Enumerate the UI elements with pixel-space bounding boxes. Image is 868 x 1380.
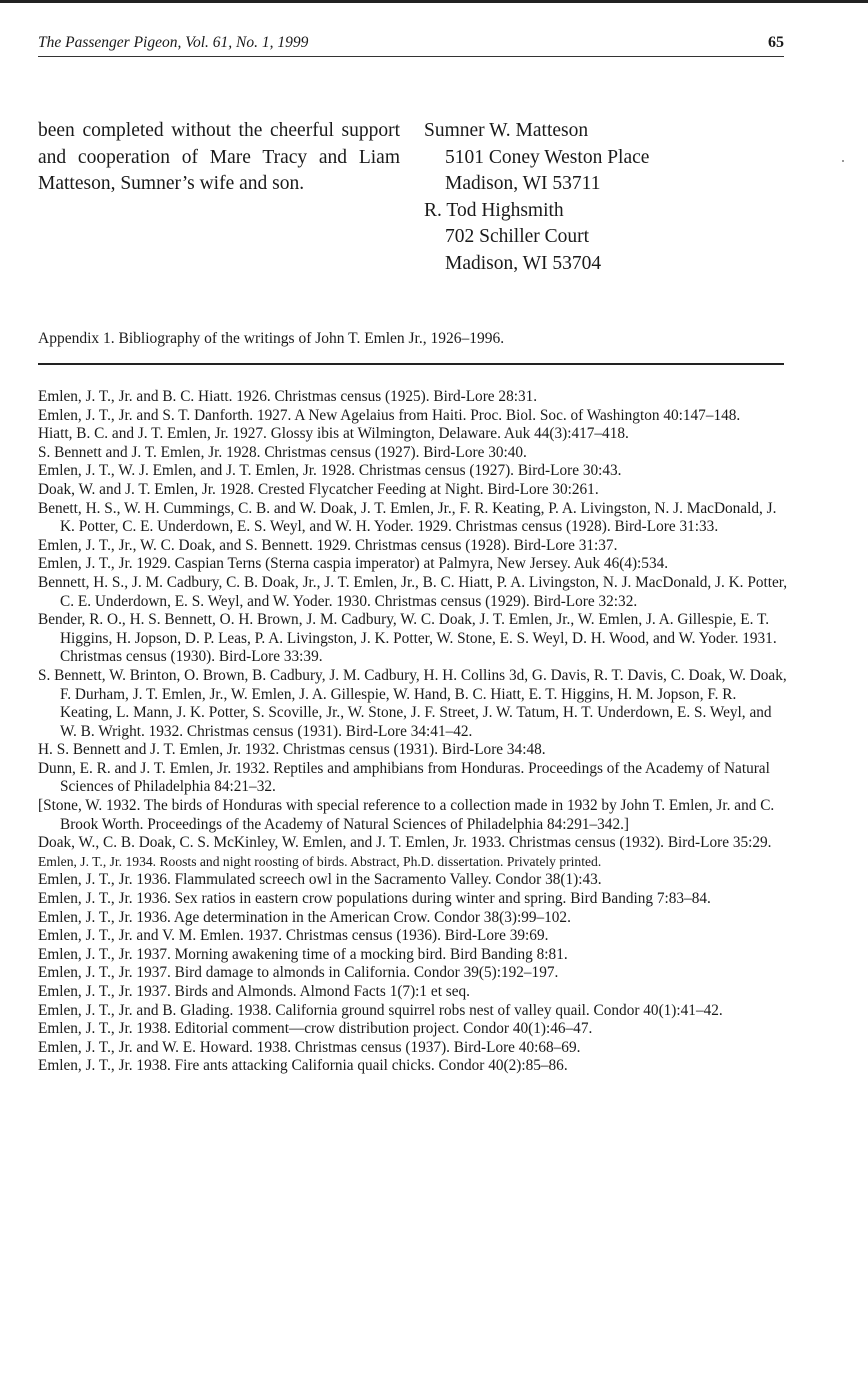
reference-entry: Emlen, J. T., Jr. 1936. Sex ratios in eastern crow populations during winter and spring. Bird Banding 7:83–84.: [38, 890, 711, 908]
reference-entry: Emlen, J. T., Jr. and B. C. Hiatt. 1926. Christmas census (1925). Bird-Lore 28:31.: [38, 388, 538, 405]
acknowledgment-paragraph: been completed without the cheerful support and cooperation of Mare Tracy and Liam Matteson, Sumner’s wife and son.: [38, 120, 400, 194]
reference-entry: Emlen, J. T., Jr., W. C. Doak, and S. Bennett. 1929. Christmas census (1928). Bird-Lore 31:37.: [38, 536, 618, 554]
reference-entry: Hiatt, B. C. and J. T. Emlen, Jr. 1927. Glossy ibis at Wilmington, Delaware. Auk 44(3):417–418.: [38, 425, 629, 443]
reference-entry: Emlen, J. T., Jr. 1937. Birds and Almonds. Almond Facts 1(7):1 et seq.: [38, 983, 470, 1000]
top-border-rule: [0, 0, 868, 3]
author-address-line: Madison, WI 53711: [445, 173, 601, 194]
reference-entry: Emlen, J. T., Jr. 1937. Morning awakening time of a mocking bird. Bird Banding 8:81.: [38, 945, 568, 963]
reference-entry: Emlen, J. T., Jr. and W. E. Howard. 1938. Christmas census (1937). Bird-Lore 40:68–69.: [38, 1038, 581, 1056]
scan-speck: [842, 160, 844, 162]
reference-entry: Emlen, J. T., Jr. and V. M. Emlen. 1937. Christmas census (1936). Bird-Lore 39:69.: [38, 927, 549, 945]
reference-list: [38, 388, 788, 1076]
page-number: 65: [768, 34, 784, 51]
reference-entry: Emlen, J. T., Jr. and S. T. Danforth. 1927. A New Agelaius from Haiti. Proc. Biol. Soc. of Washington 40:147–148.: [38, 406, 741, 424]
reference-entry: Bender, R. O., H. S. Bennett, O. H. Brown, J. M. Cadbury, W. C. Doak, J. T. Emlen, Jr., W. Emlen, J. A. Gillespie, E. T. Higgins, H. Jopson, D. P. Leas, P. A. Livingston, J. K. Potter, W. Stone, E. S. Weyl, D. H. Wood, and W. Yoder. 1931. Christmas census (1930). Bird-Lore 33:39.: [38, 611, 777, 666]
reference-entry: Doak, W. and J. T. Emlen, Jr. 1928. Crested Flycatcher Feeding at Night. Bird-Lore 30:261.: [38, 480, 599, 498]
reference-entry: Doak, W., C. B. Doak, C. S. McKinley, W. Emlen, and J. T. Emlen, Jr. 1933. Christmas census (1932). Bird-Lore 35:29.: [38, 834, 772, 852]
reference-entry: S. Bennett, W. Brinton, O. Brown, B. Cadbury, J. M. Cadbury, H. H. Collins 3d, G. Davis, R. T. Davis, C. Doak, W. Doak, F. Durham, J. T. Emlen, Jr., W. Emlen, J. A. Gillespie, W. Hand, B. C. Hiatt, E. T. Higgins, H. M. Jopson, F. R. Keating, L. Mann, J. K. Potter, S. Scoville, Jr., W. Stone, J. F. Street, J. W. Tatum, H. T. Underdown, E. S. Weyl, and W. B. Wright. 1932. Christmas census (1931). Bird-Lore 34:41–42.: [38, 666, 787, 740]
author-block: [424, 118, 764, 277]
author-address-line: 5101 Coney Weston Place: [445, 146, 650, 168]
reference-entry: Emlen, J. T., Jr. 1934. Roosts and night roosting of birds. Abstract, Ph.D. dissertation. Privately printed.: [38, 853, 602, 869]
reference-entry: Emlen, J. T., Jr. 1936. Flammulated screech owl in the Sacramento Valley. Condor 38(1):43.: [38, 871, 602, 889]
running-head: [38, 34, 784, 57]
reference-entry: Emlen, J. T., Jr. 1938. Fire ants attacking California quail chicks. Condor 40(2):85–86.: [38, 1057, 568, 1075]
reference-entry: Bennett, H. S., J. M. Cadbury, C. B. Doak, Jr., J. T. Emlen, Jr., B. C. Hiatt, P. A. Livingston, N. J. MacDonald, J. K. Potter, C. E. Underdown, E. S. Weyl, and W. Yoder. 1930. Christmas census (1929). Bird-Lore 32:32.: [38, 573, 788, 610]
author-name: R. Tod Highsmith: [424, 199, 564, 221]
reference-entry: Emlen, J. T., Jr. 1936. Age determination in the American Crow. Condor 38(3):99–102.: [38, 908, 571, 926]
author-name: Sumner W. Matteson: [424, 120, 589, 141]
reference-entry: Emlen, J. T., Jr. 1937. Bird damage to almonds in California. Condor 39(5):192–197.: [38, 964, 559, 982]
reference-entry: Emlen, J. T., Jr. 1938. Editorial comment—crow distribution project. Condor 40(1):46–47.: [38, 1020, 593, 1038]
reference-entry: Benett, H. S., W. H. Cummings, C. B. and W. Doak, J. T. Emlen, Jr., F. R. Keating, P. A. Livingston, N. J. MacDonald, J. K. Potter, C. E. Underdown, E. S. Weyl, and W. H. Yoder. 1929. Christmas census (1928). Bird-Lore 31:33.: [38, 499, 777, 536]
author-address-line: Madison, WI 53704: [445, 252, 602, 274]
appendix-title: Appendix 1. Bibliography of the writings of John T. Emlen Jr., 1926–1996.: [38, 330, 505, 347]
author-address-line: 702 Schiller Court: [445, 226, 590, 247]
reference-entry: Emlen, J. T., Jr. and B. Glading. 1938. California ground squirrel robs nest of valley quail. Condor 40(1):41–42.: [38, 1001, 723, 1019]
reference-entry: Emlen, J. T., W. J. Emlen, and J. T. Emlen, Jr. 1928. Christmas census (1927). Bird-Lore 30:43.: [38, 462, 622, 480]
reference-entry: Dunn, E. R. and J. T. Emlen, Jr. 1932. Reptiles and amphibians from Honduras. Proceedings of the Academy of Natural Sciences of Philadelphia 84:21–32.: [38, 759, 770, 796]
reference-entry: Emlen, J. T., Jr. 1929. Caspian Terns (Sterna caspia imperator) at Palmyra, New Jersey. Auk 46(4):534.: [38, 555, 669, 573]
reference-entry: [Stone, W. 1932. The birds of Honduras with special reference to a collection made in 1932 by John T. Emlen, Jr. and C. Brook Worth. Proceedings of the Academy of Natural Sciences of Philadelphia 84:291–342.]: [38, 797, 775, 833]
reference-entry: S. Bennett and J. T. Emlen, Jr. 1928. Christmas census (1927). Bird-Lore 30:40.: [38, 443, 527, 461]
appendix-rule: [38, 363, 784, 365]
journal-citation: The Passenger Pigeon, Vol. 61, No. 1, 1999: [38, 34, 309, 51]
reference-entry: H. S. Bennett and J. T. Emlen, Jr. 1932. Christmas census (1931). Bird-Lore 34:48.: [38, 741, 546, 759]
